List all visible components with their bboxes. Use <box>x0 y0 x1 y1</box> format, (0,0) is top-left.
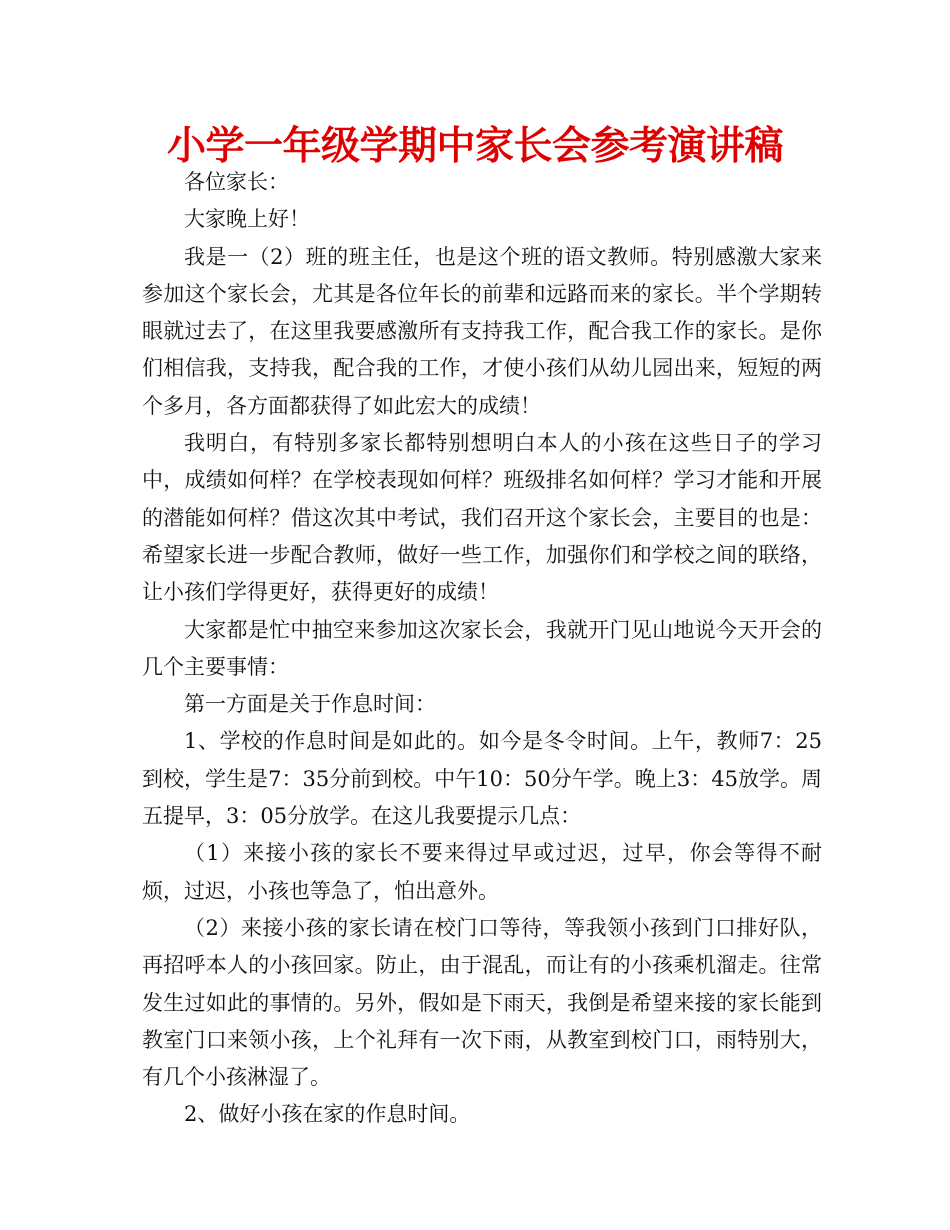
list-item-pickup-timing: （1）来接小孩的家长不要来得过早或过迟，过早，你会等得不耐烦，过迟，小孩也等急了，怕出意外。 <box>142 841 822 903</box>
paragraph-agenda: 大家都是忙中抽空来参加这次家长会，我就开门见山地说今天开会的几个主要事情： <box>142 617 822 679</box>
paragraph-purpose: 我明白，有特别多家长都特别想明白本人的小孩在这些日子的学习中，成绩如何样？在学校表现如何样？班级排名如何样？学习才能和开展的潜能如何样？借这次其中考试，我们召开这个家长会，主要目的也是：希望家长进一步配合教师，做好一些工作，加强你们和学校之间的联络，让小孩们学得更好，获得更好的成绩！ <box>142 431 822 605</box>
paragraph-intro: 我是一（2）班的班主任，也是这个班的语文教师。特别感激大家来参加这个家长会，尤其是各位年长的前辈和远路而来的家长。半个学期转眼就过去了，在这里我要感激所有支持我工作，配合我工作的家长。是你们相信我，支持我，配合我的工作，才使小孩们从幼儿园出来，短短的两个多月，各方面都获得了如此宏大的成绩！ <box>142 244 822 418</box>
document-body <box>142 164 822 1134</box>
list-item-pickup-location: （2）来接小孩的家长请在校门口等待，等我领小孩到门口排好队，再招呼本人的小孩回家。防止，由于混乱，而让有的小孩乘机溜走。往常发生过如此的事情的。另外，假如是下雨天，我倒是希望来接的家长能到教室门口来领小孩，上个礼拜有一次下雨，从教室到校门口，雨特别大，有几个小孩淋湿了。 <box>142 915 822 1090</box>
list-item-school-schedule: 1、学校的作息时间是如此的。如今是冬令时间。上午，教师7：25到校，学生是7：35分前到校。中午10：50分午学。晚上3：45放学。周五提早，3：05分放学。在这儿我要提示几点： <box>142 729 822 829</box>
section-heading-schedule: 第一方面是关于作息时间： <box>184 692 436 717</box>
salutation: 各位家长： <box>184 170 289 194</box>
greeting: 大家晚上好！ <box>184 207 310 232</box>
list-item-home-schedule: 2、做好小孩在家的作息时间。 <box>184 1102 471 1127</box>
document-title: 小学一年级学期中家长会参考演讲稿 <box>166 124 783 169</box>
